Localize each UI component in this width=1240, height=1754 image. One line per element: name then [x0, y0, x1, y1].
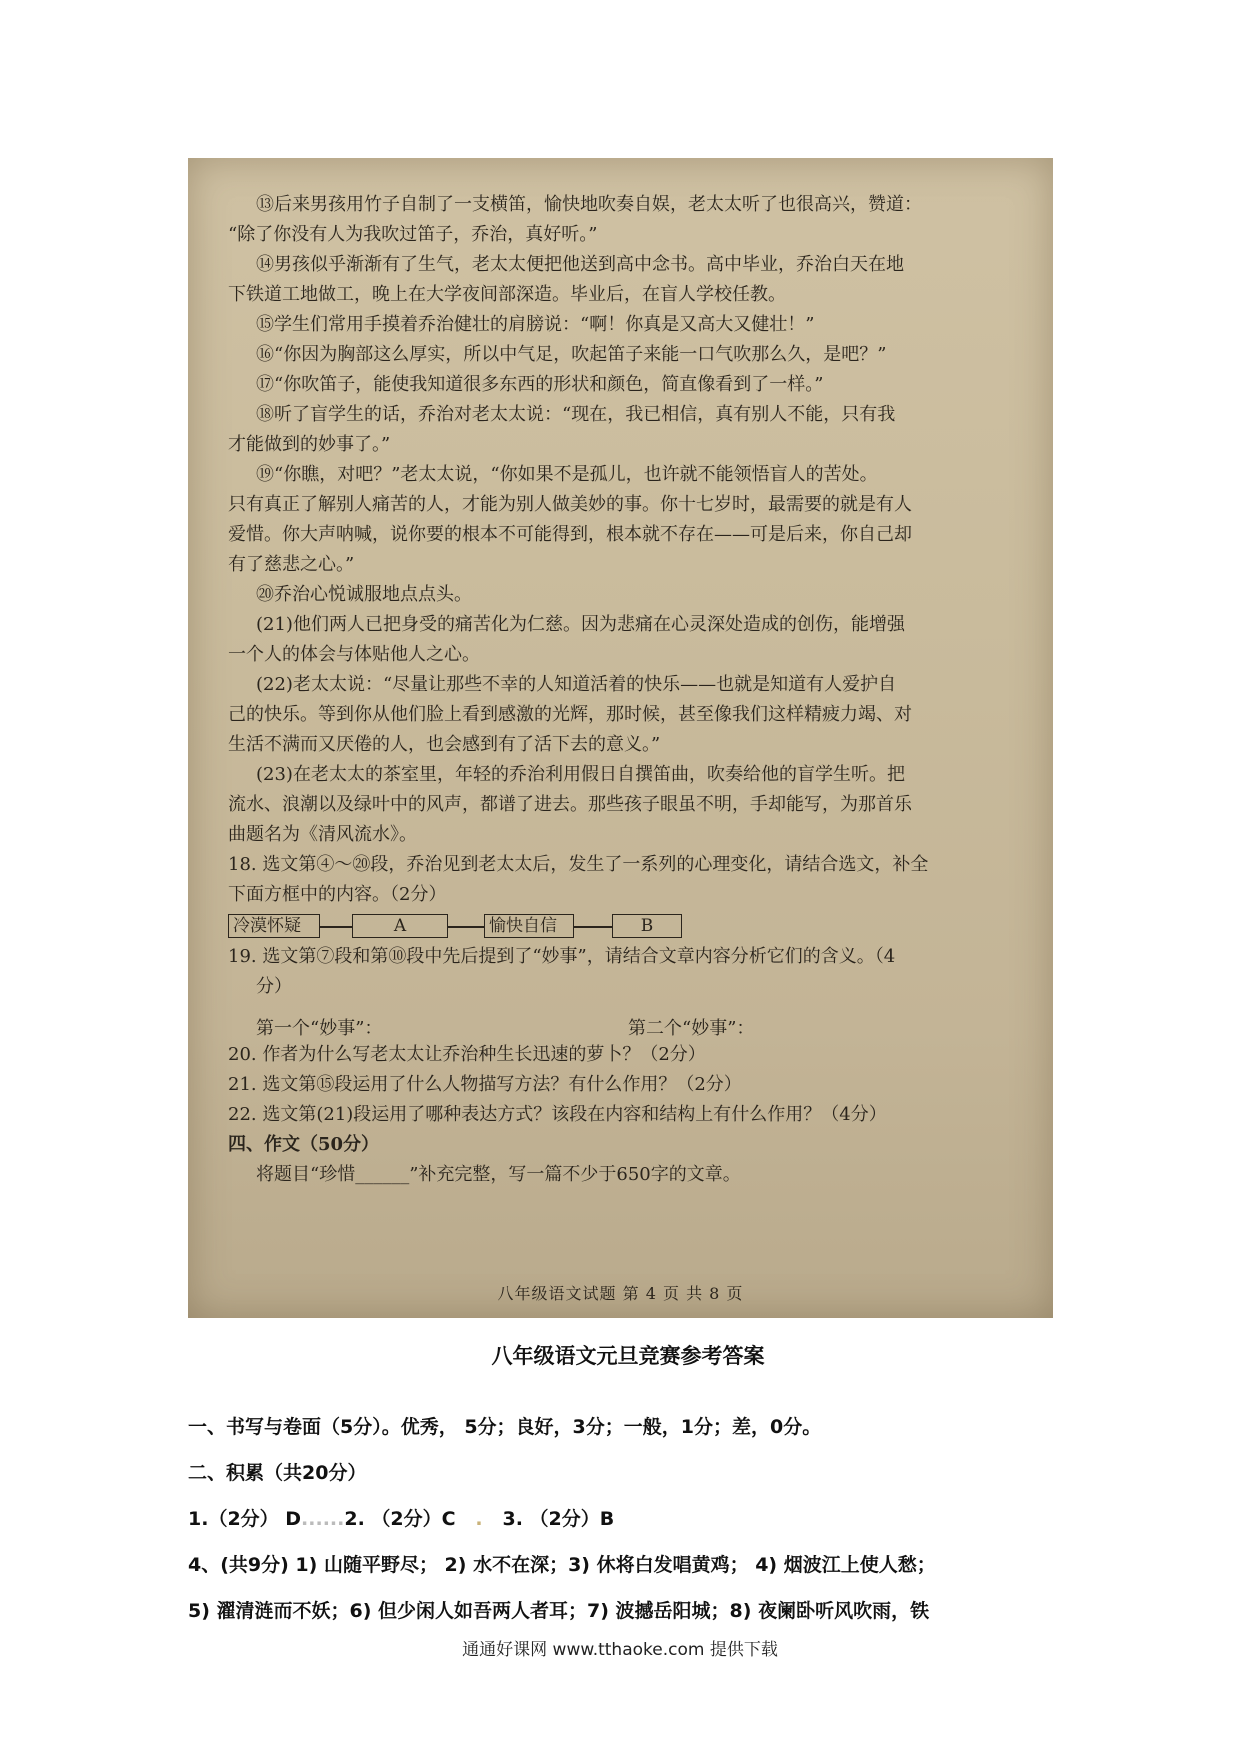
answer-line: 二、积累（共20分） — [188, 1462, 367, 1484]
scan-paragraph: 曲题名为《清风流水》。 — [228, 824, 417, 845]
scan-paragraph: ⑰“你吹笛子，能使我知道很多东西的形状和颜色，简直像看到了一样。” — [256, 374, 824, 395]
scan-paragraph: 生活不满而又厌倦的人，也会感到有了活下去的意义。” — [228, 734, 661, 755]
scan-paragraph: (21)他们两人已把身受的痛苦化为仁慈。因为悲痛在心灵深处造成的创伤，能增强 — [256, 614, 905, 635]
answer-key — [188, 1340, 1068, 1634]
flow-box-1: 冷漠怀疑 — [228, 914, 320, 938]
scan-paragraph: 有了慈悲之心。” — [228, 554, 355, 575]
scan-paragraph: “除了你没有人为我吹过笛子，乔治，真好听。” — [228, 224, 598, 245]
answer-1: 1.（2分） D — [188, 1508, 302, 1530]
question-19: 19. 选文第⑦段和第⑩段中先后提到了“妙事”，请结合文章内容分析它们的含义。（4 — [228, 946, 896, 967]
flow-box-2: 愉快自信 — [484, 914, 574, 938]
q19-second-label: 第二个“妙事”： — [628, 1018, 755, 1039]
scan-paragraph: (23)在老太太的茶室里，年轻的乔治利用假日自撰笛曲，吹奏给他的盲学生听。把 — [256, 764, 905, 785]
scan-paragraph: 一个人的体会与体贴他人之心。 — [228, 644, 480, 665]
scan-paragraph: ⑭男孩似乎渐渐有了生气，老太太便把他送到高中念书。高中毕业，乔治白天在地 — [256, 254, 904, 275]
answer-line: 4、(共9分) 1) 山随平野尽； 2) 水不在深；3) 休将白发唱黄鸡； 4) 烟波江上使人愁； — [188, 1554, 936, 1576]
scanned-exam-page — [188, 158, 1053, 1318]
site-footer: 通通好课网 www.tthaoke.com 提供下载 — [462, 1640, 778, 1660]
question-18-cont: 下面方框中的内容。（2分） — [228, 884, 447, 905]
scan-paragraph: 才能做到的妙事了。” — [228, 434, 391, 455]
flow-connector — [448, 926, 484, 928]
question-22: 22. 选文第(21)段运用了哪种表达方式？该段在内容和结构上有什么作用？（4分） — [228, 1104, 887, 1125]
flow-diagram — [228, 912, 1018, 942]
scan-paragraph: 己的快乐。等到你从他们脸上看到感激的光辉，那时候，甚至像我们这样精疲力竭、对 — [228, 704, 912, 725]
flow-connector — [320, 926, 352, 928]
question-21: 21. 选文第⑮段运用了什么人物描写方法？有什么作用？（2分） — [228, 1074, 742, 1095]
scan-paragraph: 爱惜。你大声呐喊，说你要的根本不可能得到，根本就不存在——可是后来，你自己却 — [228, 524, 912, 545]
question-20: 20. 作者为什么写老太太让乔治种生长迅速的萝卜？（2分） — [228, 1044, 706, 1065]
answer-key-title: 八年级语文元旦竞赛参考答案 — [491, 1344, 765, 1368]
scan-text-body — [228, 190, 1018, 1190]
question-19-answers — [228, 1006, 1018, 1040]
scan-paragraph: ⑳乔治心悦诚服地点点头。 — [256, 584, 472, 605]
question-19-cont: 分） — [256, 976, 292, 997]
answer-3: 3. （2分）B — [502, 1508, 615, 1530]
flow-box-b: B — [612, 914, 682, 938]
q19-first-label: 第一个“妙事”： — [256, 1018, 383, 1039]
scan-paragraph: ⑯“你因为胸部这么厚实，所以中气足，吹起笛子来能一口气吹那么久，是吧？” — [256, 344, 887, 365]
answer-line: 一、书写与卷面（5分）。优秀， 5分；良好，3分；一般，1分；差，0分。 — [188, 1416, 822, 1438]
answer-line: 5) 濯清涟而不妖；6) 但少闲人如吾两人者耳；7) 波撼岳阳城；8) 夜阑卧听风吹雨，铁 — [188, 1600, 930, 1622]
scan-page-footer: 八年级语文试题 第 4 页 共 8 页 — [497, 1284, 744, 1303]
scan-paragraph: ⑮学生们常用手摸着乔治健壮的肩膀说：“啊！你真是又高大又健壮！” — [256, 314, 815, 335]
scan-paragraph: 只有真正了解别人痛苦的人，才能为别人做美妙的事。你十七岁时，最需要的就是有人 — [228, 494, 912, 515]
stray-dot: . — [455, 1508, 503, 1530]
scan-paragraph: 流水、浪潮以及绿叶中的风声，都谱了进去。那些孩子眼虽不明，手却能写，为那首乐 — [228, 794, 912, 815]
scan-paragraph: (22)老太太说：“尽量让那些不幸的人知道活着的快乐——也就是知道有人爱护自 — [256, 674, 897, 695]
question-18: 18. 选文第④～⑳段，乔治见到老太太后，发生了一系列的心理变化，请结合选文，补全 — [228, 854, 929, 875]
section-4-heading: 四、作文（50分） — [228, 1134, 380, 1155]
flow-box-a: A — [352, 914, 448, 938]
scan-paragraph: ⑬后来男孩用竹子自制了一支横笛，愉快地吹奏自娱，老太太听了也很高兴，赞道： — [256, 194, 922, 215]
essay-prompt: 将题目“珍惜______”补充完整，写一篇不少于650字的文章。 — [256, 1164, 741, 1185]
flow-connector — [574, 926, 612, 928]
scan-paragraph: 下铁道工地做工，晚上在大学夜间部深造。毕业后，在盲人学校任教。 — [228, 284, 786, 305]
scan-paragraph: ⑲“你瞧，对吧？”老太太说，“你如果不是孤儿，也许就不能领悟盲人的苦处。 — [256, 464, 878, 485]
answer-2: 2. （2分）C — [344, 1508, 456, 1530]
dot-leader: ...... — [301, 1508, 345, 1530]
answer-line-choices — [188, 1496, 1068, 1542]
scan-paragraph: ⑱听了盲学生的话，乔治对老太太说：“现在，我已相信，真有别人不能，只有我 — [256, 404, 896, 425]
